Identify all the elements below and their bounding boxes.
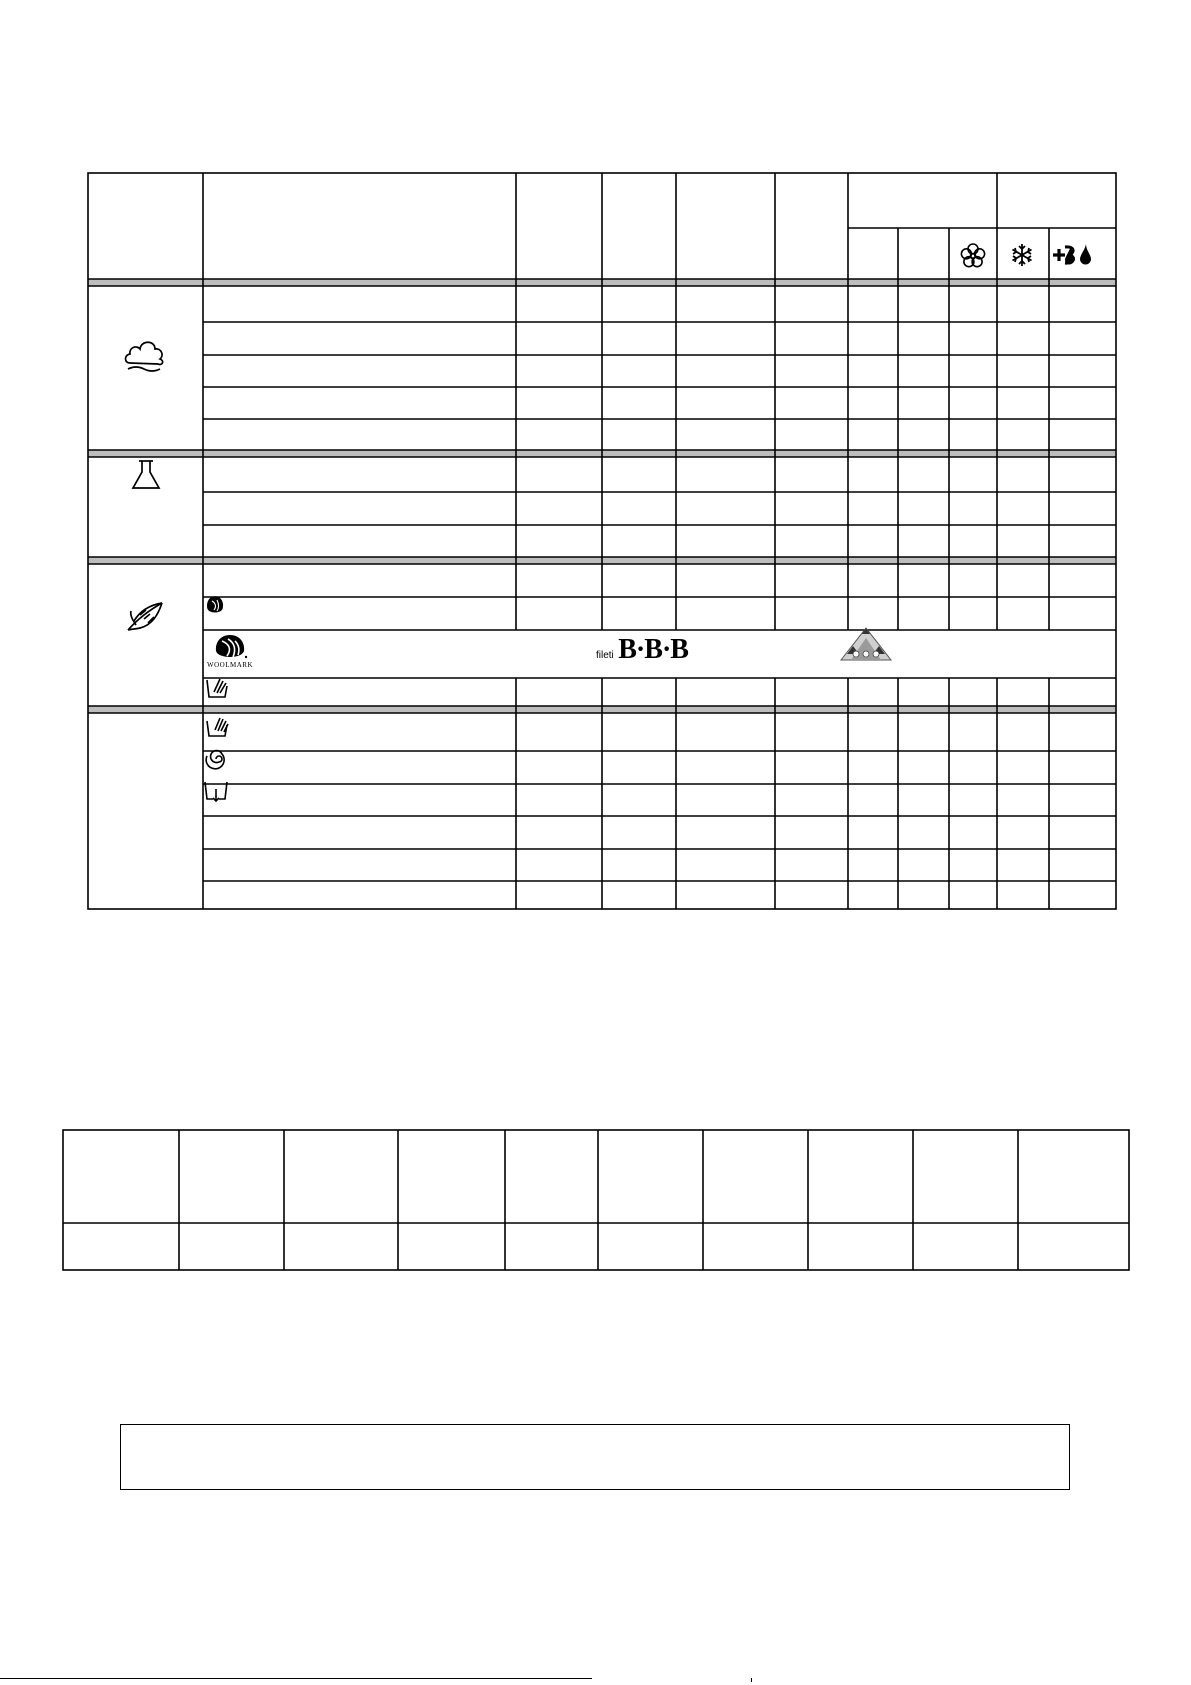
extra-rinse-icon — [1053, 244, 1091, 265]
bbb-text: B·B·B — [618, 634, 688, 665]
delicate-feather-icon — [128, 603, 162, 630]
summary-table — [0, 1120, 1191, 1280]
summary-grid — [63, 1130, 1129, 1270]
drain-icon — [205, 782, 227, 801]
bbb-logo — [596, 634, 688, 664]
flower-icon — [961, 244, 984, 267]
footnote-tick — [751, 1678, 752, 1682]
mountain-badge-icon — [839, 624, 893, 662]
bbb-prefix: fileti — [596, 650, 614, 661]
wool-icon — [208, 597, 222, 612]
hand-wash-icon — [207, 718, 228, 736]
woolmark-label: WOOLMARK — [207, 661, 253, 669]
snowflake-icon — [1013, 244, 1032, 266]
cotton-cloud-icon — [126, 342, 163, 371]
synthetic-flask-icon — [133, 461, 159, 488]
hand-wash-basin-icon — [207, 679, 227, 697]
footnote-rule — [0, 1678, 592, 1679]
note-box — [120, 1424, 1070, 1490]
spin-icon — [206, 751, 224, 769]
